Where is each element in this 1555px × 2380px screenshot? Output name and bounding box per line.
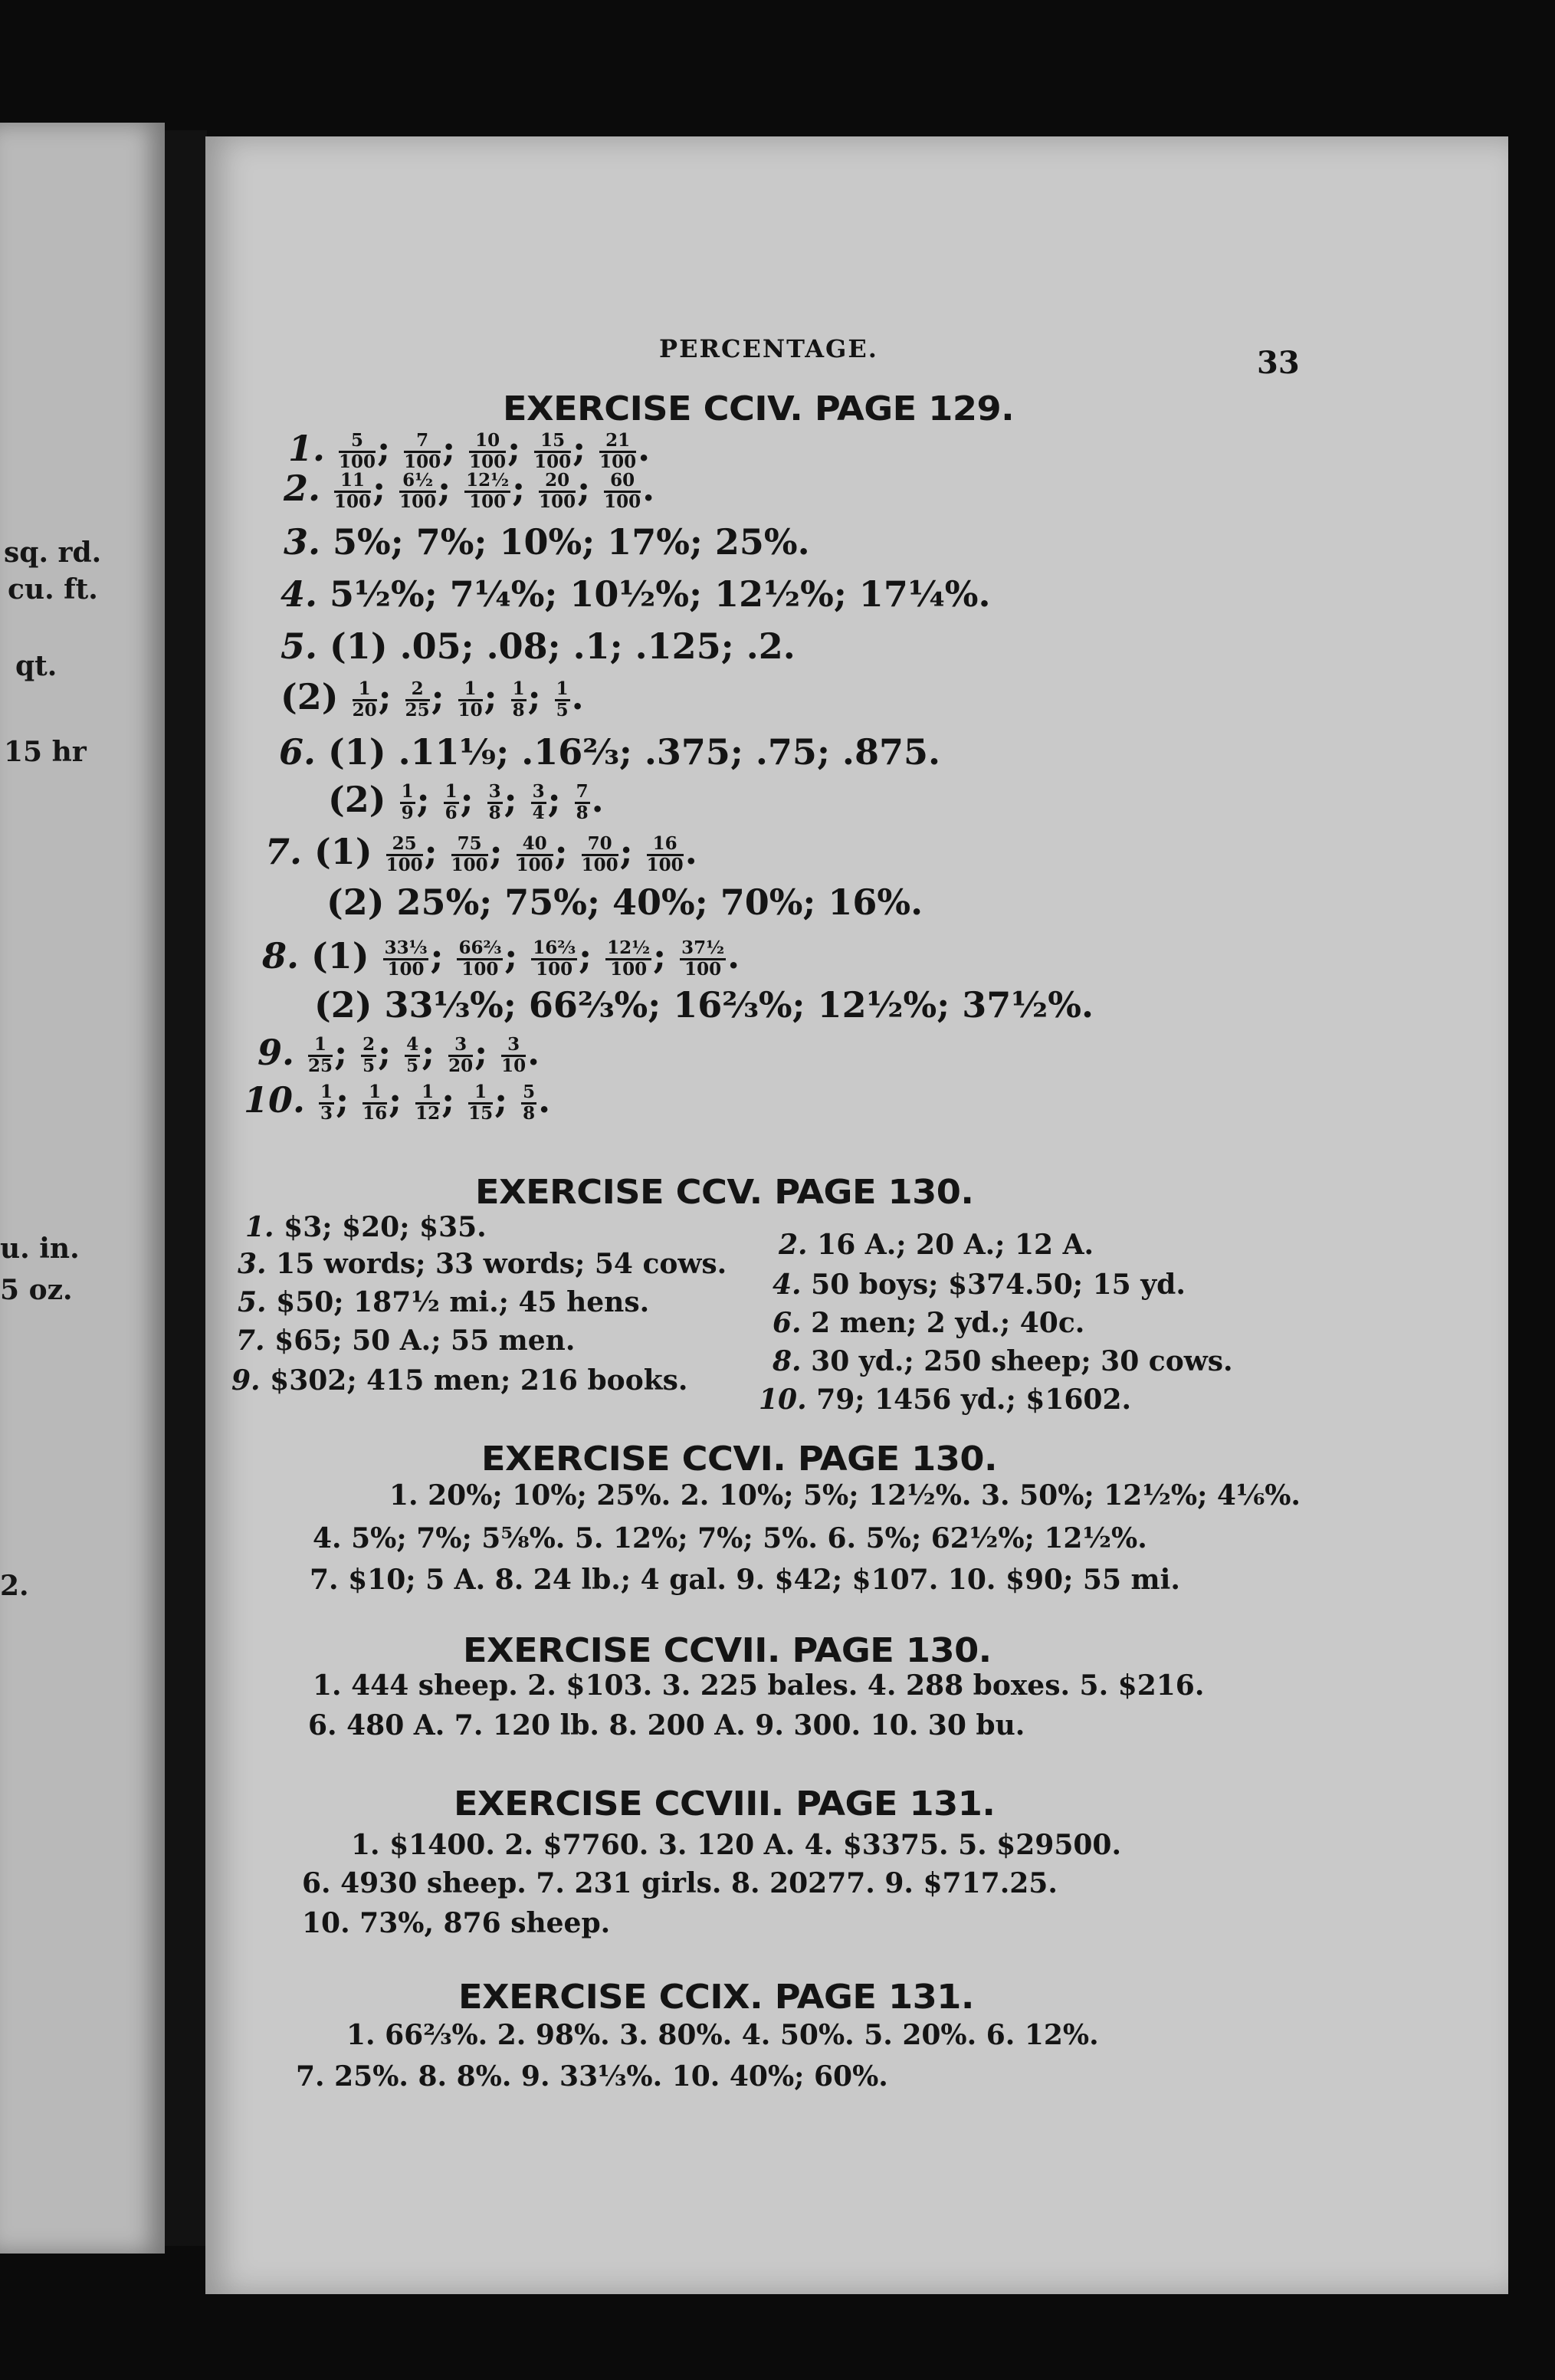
- fraction: [457, 939, 503, 978]
- numerator: 4: [405, 1036, 420, 1056]
- numerator: 7: [575, 783, 590, 803]
- numerator: 15: [534, 432, 571, 452]
- fraction: [517, 835, 553, 874]
- numerator: 16⅔: [531, 939, 577, 960]
- answer-text: 30 yd.; 250 sheep; 30 cows.: [811, 1345, 1233, 1377]
- answer-line: 7. 25%. 8. 8%. 9. 33⅓%. 10. 40%; 60%.: [296, 2060, 888, 2093]
- numerator: 1: [319, 1083, 334, 1104]
- fraction: [582, 835, 618, 874]
- answer-text: 15 words; 33 words; 54 cows.: [276, 1248, 727, 1280]
- fraction: [353, 680, 377, 719]
- denominator: 25: [405, 699, 430, 721]
- numerator: 1: [458, 680, 483, 701]
- fraction: [448, 1036, 473, 1075]
- numerator: 25: [386, 835, 423, 855]
- fraction: [451, 835, 488, 874]
- answer-text: 2 men; 2 yd.; 40c.: [811, 1307, 1085, 1339]
- answer-item: [245, 1211, 487, 1243]
- denominator: 5: [406, 1055, 419, 1076]
- answer-number: 9.: [258, 1032, 295, 1073]
- left-fragment: u. in.: [0, 1233, 80, 1265]
- fraction: [444, 783, 459, 822]
- numerator: 20: [539, 471, 576, 492]
- answer-number: 6.: [279, 731, 317, 773]
- denominator: 8: [488, 802, 501, 823]
- answer-text: $50; 187½ mi.; 45 hens.: [276, 1286, 650, 1318]
- numerator: 5: [521, 1083, 536, 1104]
- denominator: 3: [320, 1102, 333, 1124]
- exercise-heading: EXERCISE CCV. PAGE 130.: [475, 1173, 974, 1212]
- numerator: 1: [308, 1036, 333, 1056]
- denominator: 100: [604, 491, 641, 512]
- fraction: [363, 1083, 387, 1122]
- numerator: 3: [487, 783, 503, 803]
- left-fragment: cu. ft.: [8, 573, 98, 606]
- part-label: (2): [280, 676, 351, 717]
- answer-line: (2) $\frac{1}{9}$ ; $\frac{1}{6}$ ; $\frac{3}{8}$ ; $\frac{3}{4}$ ; $\frac{7}{8}$ .: [328, 779, 604, 823]
- answer-text: $3; $20; $35.: [284, 1211, 487, 1243]
- denominator: 10: [501, 1055, 527, 1076]
- denominator: 100: [451, 854, 488, 875]
- answer-item: [759, 1384, 1131, 1416]
- fraction: [415, 1083, 440, 1122]
- numerator: 66⅔: [457, 939, 503, 960]
- answer-number: 7.: [265, 831, 303, 872]
- left-fragment: sq. rd.: [4, 537, 102, 569]
- denominator: 12: [415, 1102, 441, 1124]
- answer-number: 6.: [773, 1307, 802, 1339]
- fraction: [575, 783, 590, 822]
- answer-line: 6. 4930 sheep. 7. 231 girls. 8. 20277. 9. $717.25.: [302, 1867, 1058, 1899]
- denominator: 100: [469, 451, 507, 472]
- answer-line: [284, 521, 810, 563]
- left-page-fragment: [0, 123, 165, 2254]
- denominator: 20: [448, 1055, 474, 1076]
- exercise-heading: EXERCISE CCVII. PAGE 130.: [463, 1631, 992, 1670]
- denominator: 9: [401, 802, 414, 823]
- book-gutter: [165, 130, 207, 2246]
- answer-number: 3.: [284, 521, 321, 563]
- answer-line: 10. $\frac{1}{3}$ ; $\frac{1}{16}$ ; $\frac{1}{12}$ ; $\frac{1}{15}$ ; $\frac{5}{8}$ .: [244, 1079, 551, 1124]
- answer-item: [231, 1364, 687, 1397]
- answer-text: 50 boys; $374.50; 15 yd.: [811, 1269, 1186, 1301]
- numerator: 37½: [680, 939, 726, 960]
- answer-line: 9. $\frac{1}{25}$ ; $\frac{2}{5}$ ; $\frac{4}{5}$ ; $\frac{3}{20}$ ; $\frac{3}{10}$ .: [258, 1032, 540, 1076]
- fraction: [405, 1036, 420, 1075]
- numerator: 3: [448, 1036, 473, 1056]
- fraction: [604, 471, 641, 510]
- numerator: 70: [582, 835, 618, 855]
- answer-text: 79; 1456 yd.; $1602.: [816, 1384, 1132, 1416]
- answer-line: [326, 881, 923, 923]
- answer-number: 10.: [244, 1079, 306, 1121]
- answer-line: [280, 625, 796, 667]
- fraction: [386, 835, 423, 874]
- denominator: 100: [534, 451, 572, 472]
- denominator: 10: [458, 699, 483, 721]
- answer-line: 4. 5%; 7%; 5⅝%. 5. 12%; 7%; 5%. 6. 5%; 62½%; 12½%.: [313, 1522, 1147, 1554]
- numerator: 1: [468, 1083, 493, 1104]
- numerator: 40: [517, 835, 553, 855]
- answer-number: 8.: [262, 935, 300, 977]
- denominator: 100: [516, 854, 553, 875]
- denominator: 100: [387, 958, 425, 980]
- answer-line: 7. $10; 5 A. 8. 24 lb.; 4 gal. 9. $42; $107. 10. $90; 55 mi.: [310, 1564, 1180, 1596]
- denominator: 6: [445, 802, 458, 823]
- fraction: [464, 471, 510, 510]
- answer-text: 5%; 7%; 10%; 17%; 25%.: [333, 521, 810, 563]
- denominator: 100: [536, 958, 573, 980]
- numerator: 3: [501, 1036, 526, 1056]
- fraction: [539, 471, 576, 510]
- denominator: 100: [581, 854, 618, 875]
- answer-line: (2) $\frac{1}{20}$ ; $\frac{2}{25}$ ; $\frac{1}{10}$ ; $\frac{1}{8}$ ; $\frac{1}{5}$ .: [280, 676, 584, 721]
- denominator: 100: [610, 958, 648, 980]
- fraction: [487, 783, 503, 822]
- left-fragment: 15 hr: [4, 736, 87, 768]
- answer-number: 7.: [236, 1325, 265, 1357]
- answer-item: [773, 1345, 1233, 1377]
- part-label: (2): [328, 779, 399, 820]
- running-head: PERCENTAGE.: [659, 334, 878, 363]
- page-number: 33: [1257, 345, 1300, 381]
- numerator: 7: [404, 432, 441, 452]
- answer-number: 4.: [773, 1269, 802, 1301]
- part-label: (1): [311, 935, 382, 977]
- denominator: 100: [469, 491, 507, 512]
- fraction: [534, 432, 571, 471]
- answer-text: $65; 50 A.; 55 men.: [274, 1325, 576, 1357]
- answer-line: [279, 731, 940, 773]
- answer-number: 2.: [779, 1229, 808, 1261]
- answer-line: 1. $\frac{5}{100}$ ; $\frac{7}{100}$ ; $\frac{10}{100}$ ; $\frac{15}{100}$ ; $\frac{21}{100}$ .: [288, 428, 651, 472]
- denominator: 100: [646, 854, 684, 875]
- fraction: [599, 432, 636, 471]
- denominator: 100: [461, 958, 499, 980]
- fraction: [605, 939, 651, 978]
- denominator: 5: [556, 699, 569, 721]
- book-page: [205, 136, 1508, 2294]
- numerator: 1: [555, 680, 570, 701]
- answer-line: 2. $\frac{11}{100}$ ; $\frac{\text{6½}}{100}$ ; $\frac{\text{12½}}{100}$ ; $\frac{20}{100}$ ; $\frac{60}{100}$ .: [284, 468, 655, 512]
- fraction: [319, 1083, 334, 1122]
- answer-line: [280, 573, 991, 615]
- answer-number: 8.: [773, 1345, 802, 1377]
- fraction: [405, 680, 430, 719]
- numerator: 33⅓: [383, 939, 429, 960]
- fraction: [308, 1036, 333, 1075]
- fraction: [555, 680, 570, 719]
- denominator: 4: [532, 802, 545, 823]
- fraction: [400, 783, 415, 822]
- fraction: [334, 471, 371, 510]
- answer-line: 7. (1) $\frac{25}{100}$ ; $\frac{75}{100}$ ; $\frac{40}{100}$ ; $\frac{70}{100}$ ; $\frac{16}{100}$ .: [265, 831, 697, 875]
- exercise-heading: EXERCISE CCIV. PAGE 129.: [503, 389, 1015, 428]
- exercise-heading: EXERCISE CCIX. PAGE 131.: [458, 1978, 974, 2017]
- answer-text: $302; 415 men; 216 books.: [270, 1364, 688, 1397]
- answer-text: 16 A.; 20 A.; 12 A.: [817, 1229, 1094, 1261]
- fraction: [383, 939, 429, 978]
- denominator: 20: [352, 699, 377, 721]
- denominator: 100: [399, 491, 437, 512]
- answer-number: 9.: [231, 1364, 261, 1397]
- numerator: 12½: [605, 939, 651, 960]
- numerator: 1: [353, 680, 377, 701]
- answer-text: (2) 25%; 75%; 40%; 70%; 16%.: [326, 881, 923, 923]
- fraction: [531, 939, 577, 978]
- answer-line: 6. 480 A. 7. 120 lb. 8. 200 A. 9. 300. 10. 30 bu.: [308, 1709, 1025, 1742]
- answer-line: 1. 444 sheep. 2. $103. 3. 225 bales. 4. 288 boxes. 5. $216.: [313, 1669, 1205, 1702]
- left-fragment: 2.: [0, 1570, 29, 1602]
- numerator: 1: [444, 783, 459, 803]
- denominator: 100: [404, 451, 441, 472]
- answer-item: [238, 1248, 727, 1280]
- fraction: [531, 783, 546, 822]
- numerator: 10: [469, 432, 506, 452]
- numerator: 1: [415, 1083, 440, 1104]
- left-fragment: 5 oz.: [0, 1274, 73, 1306]
- answer-item: [238, 1286, 649, 1318]
- answer-number: 5.: [280, 625, 318, 667]
- fraction: [511, 680, 527, 719]
- fraction: [469, 432, 506, 471]
- denominator: 8: [576, 802, 589, 823]
- numerator: 12½: [464, 471, 510, 492]
- denominator: 100: [385, 854, 423, 875]
- fraction: [521, 1083, 536, 1122]
- fraction: [339, 432, 376, 471]
- fraction: [680, 939, 726, 978]
- answer-text: (1) .05; .08; .1; .125; .2.: [330, 625, 796, 667]
- denominator: 100: [334, 491, 372, 512]
- numerator: 16: [647, 835, 684, 855]
- numerator: 75: [451, 835, 488, 855]
- answer-line: 1. 66⅔%. 2. 98%. 3. 80%. 4. 50%. 5. 20%. 6. 12%.: [346, 2019, 1099, 2051]
- fraction: [361, 1036, 376, 1075]
- answer-number: 10.: [759, 1384, 807, 1416]
- denominator: 25: [308, 1055, 333, 1076]
- answer-line: [314, 984, 1094, 1026]
- answer-text: 5½%; 7¼%; 10½%; 12½%; 17¼%.: [330, 573, 991, 615]
- numerator: 2: [405, 680, 430, 701]
- numerator: 11: [334, 471, 371, 492]
- exercise-heading: EXERCISE CCVIII. PAGE 131.: [454, 1784, 996, 1824]
- answer-number: 4.: [280, 573, 318, 615]
- answer-item: [773, 1269, 1186, 1301]
- numerator: 1: [400, 783, 415, 803]
- fraction: [404, 432, 441, 471]
- numerator: 21: [599, 432, 636, 452]
- answer-number: 1.: [288, 428, 326, 469]
- fraction: [647, 835, 684, 874]
- answer-number: 3.: [238, 1248, 267, 1280]
- numerator: 5: [339, 432, 376, 452]
- answer-text: (1) .11⅑; .16⅔; .375; .75; .875.: [328, 731, 940, 773]
- answer-item: [773, 1307, 1084, 1339]
- answer-number: 5.: [238, 1286, 267, 1318]
- left-fragment: qt.: [15, 650, 57, 682]
- exercise-heading: EXERCISE CCVI. PAGE 130.: [481, 1439, 998, 1479]
- answer-item: [779, 1229, 1094, 1261]
- denominator: 100: [684, 958, 722, 980]
- answer-line: 10. 73%, 876 sheep.: [302, 1907, 611, 1939]
- part-label: (1): [314, 831, 385, 872]
- numerator: 6½: [399, 471, 436, 492]
- answer-line: 1. 20%; 10%; 25%. 2. 10%; 5%; 12½%. 3. 50%; 12½%; 4⅙%.: [389, 1479, 1301, 1512]
- fraction: [468, 1083, 493, 1122]
- answer-text: (2) 33⅓%; 66⅔%; 16⅔%; 12½%; 37½%.: [314, 984, 1094, 1026]
- fraction: [458, 680, 483, 719]
- denominator: 15: [468, 1102, 494, 1124]
- answer-number: 1.: [245, 1211, 274, 1243]
- denominator: 16: [363, 1102, 388, 1124]
- answer-number: 2.: [284, 468, 321, 509]
- answer-line: 1. $1400. 2. $7760. 3. 120 A. 4. $3375. 5. $29500.: [351, 1829, 1122, 1861]
- answer-line: 8. (1) $\frac{\text{33⅓}}{100}$ ; $\frac{\text{66⅔}}{100}$ ; $\frac{\text{16⅔}}{100}$ ; $\frac{\text{12½}}{100}$ ; $\frac{\text{37½}}{100}$ .: [262, 935, 740, 980]
- denominator: 8: [523, 1102, 536, 1124]
- numerator: 3: [531, 783, 546, 803]
- denominator: 5: [363, 1055, 376, 1076]
- denominator: 100: [539, 491, 576, 512]
- fraction: [399, 471, 436, 510]
- numerator: 2: [361, 1036, 376, 1056]
- fraction: [501, 1036, 526, 1075]
- numerator: 1: [363, 1083, 387, 1104]
- denominator: 100: [339, 451, 376, 472]
- answer-item: [236, 1325, 575, 1357]
- denominator: 8: [512, 699, 525, 721]
- numerator: 60: [604, 471, 641, 492]
- numerator: 1: [511, 680, 527, 701]
- denominator: 100: [599, 451, 637, 472]
